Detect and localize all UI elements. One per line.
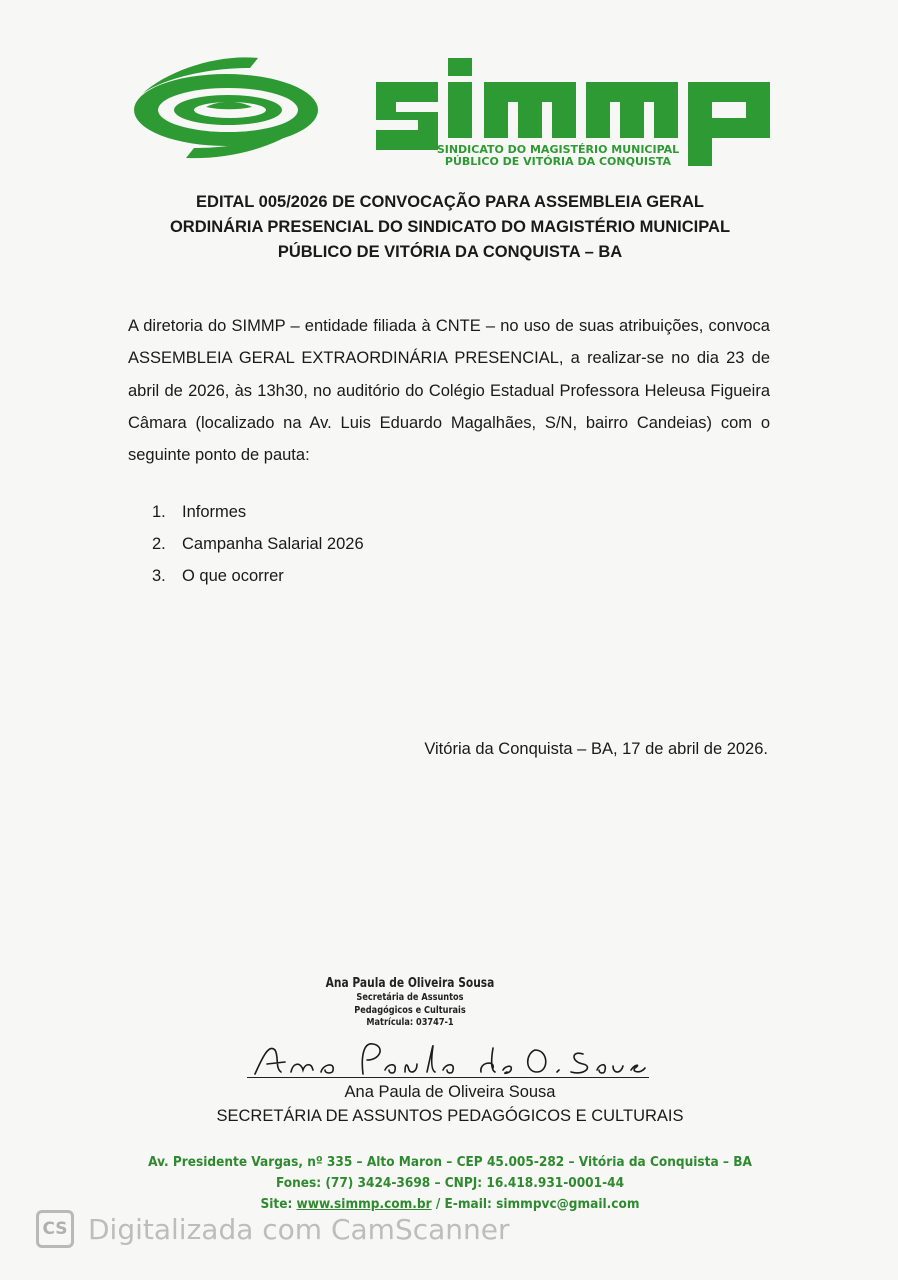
agenda-item: [152, 498, 364, 530]
footer-phones: Fones: (77) 3424-3698 – CNPJ: 16.418.931-0001-44: [275, 1175, 625, 1191]
logo-line1: SINDICATO DO MAGISTÉRIO MUNICIPAL: [436, 143, 680, 156]
stamp-name: Ana Paula de Oliveira Sousa: [325, 976, 495, 991]
footer-contact: [100, 1152, 800, 1215]
simmp-emblem-icon: [128, 52, 773, 168]
signature-line: [247, 1077, 649, 1078]
simmp-logo: [128, 52, 773, 168]
body-paragraph: A diretoria do SIMMP – entidade filiada à CNTE – no uso de suas atribuições, convoca ASSEMBLEIA GERAL EXTRAORDINÁRIA PRESENCIAL, a realizar-se no dia 23 de abril de 2026, às 13h30, no auditório do Colégio Estadual Professora Heleusa Figueira Câmara (localizado na Av. Luis Eduardo Magalhães, S/N, bairro Candeias) com o seguinte ponto de pauta:: [128, 317, 770, 465]
title-line: ORDINÁRIA PRESENCIAL DO SINDICATO DO MAGISTÉRIO MUNICIPAL: [169, 218, 731, 236]
stamp-line: Pedagógicos e Culturais: [354, 1004, 466, 1016]
agenda-item: [152, 562, 364, 594]
agenda-list: [152, 498, 364, 594]
agenda-text: O que ocorrer: [182, 567, 284, 585]
stamp-line: Matrícula: 03747-1: [366, 1017, 454, 1028]
footer-email: / E-mail: simmpvc@gmail.com: [435, 1196, 640, 1212]
handwritten-signature: [245, 1036, 655, 1080]
footer-site-link[interactable]: www.simmp.com.br: [296, 1196, 432, 1212]
logo-line2: PÚBLICO DE VITÓRIA DA CONQUISTA: [444, 155, 672, 168]
agenda-number: 1.: [152, 503, 166, 521]
agenda-number: 3.: [152, 567, 166, 585]
signature-icon: [245, 1036, 655, 1080]
title-line: EDITAL 005/2026 DE CONVOCAÇÃO PARA ASSEMBLEIA GERAL: [196, 193, 704, 211]
agenda-item: [152, 530, 364, 562]
date-line: Vitória da Conquista – BA, 17 de abril de 2026.: [424, 740, 768, 758]
footer-address: Av. Presidente Vargas, nº 335 – Alto Maron – CEP 45.005-282 – Vitória da Conquista – BA: [148, 1154, 752, 1170]
signature-stamp: [320, 975, 500, 1030]
agenda-number: 2.: [152, 535, 166, 553]
footer-site-label: Site:: [260, 1196, 293, 1212]
camscanner-text: Digitalizada com CamScanner: [88, 1212, 510, 1246]
stamp-line: Secretária de Assuntos: [356, 992, 464, 1003]
agenda-text: Informes: [182, 503, 247, 521]
signer-role: SECRETÁRIA DE ASSUNTOS PEDAGÓGICOS E CULTURAIS: [216, 1107, 684, 1125]
agenda-text: Campanha Salarial 2026: [182, 535, 364, 553]
camscanner-logo-icon: CS: [36, 1210, 74, 1248]
document-title: [100, 190, 800, 265]
signer-name: Ana Paula de Oliveira Sousa: [344, 1083, 556, 1101]
camscanner-watermark: [36, 1207, 510, 1251]
title-line: PÚBLICO DE VITÓRIA DA CONQUISTA – BA: [277, 243, 623, 261]
